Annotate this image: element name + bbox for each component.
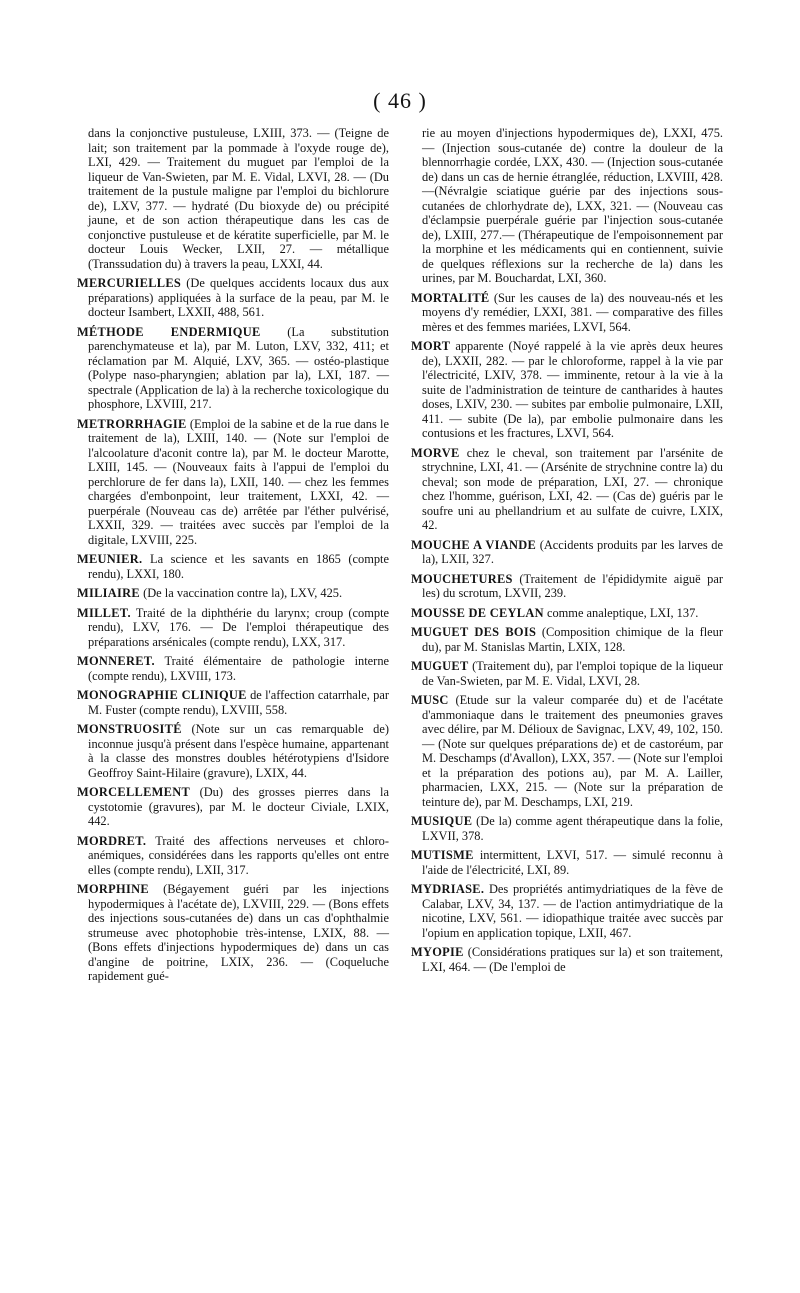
- index-entry: [411, 126, 723, 286]
- index-entry: [77, 126, 389, 271]
- entry-headword: MORTALITÉ: [411, 290, 490, 305]
- left-column: [77, 126, 389, 989]
- entry-headword: MOUSSE DE CEYLAN: [411, 605, 544, 620]
- entry-text: (Composition chimique de la fleur du), par M. Stanislas Martin, LXIX, 128.: [422, 625, 723, 654]
- entry-text: Traité des affections nerveuses et chloro-anémiques, considérées dans les rapports qu'elles ont entre elles (compte rendu), LXII, 317.: [88, 833, 389, 877]
- entry-text: rie au moyen d'injections hypodermiques de), LXXI, 475. — (Injection sous-cutanée de) contre la douleur de la blennorrhagie cordée, LXX, 430. — (Injection sous-cutanée de) dans un cas de hernie étranglée, réduction, LXVIII, 428.—(Névralgie sciatique guérie par des injections sous-cutanées de chlorhydrate de), LXX, 321. — (Nouveau cas d'éclampsie puerpérale guérie par l'injection sous-cutanée de), LXIII, 277.— (Thérapeutique de l'empoisonnement par la morphine et les médicaments qui en contiennent, suivie de quelques réflexions sur la recherche de la) dans les urines, par M. Bouchardat, LXI, 360.: [422, 126, 723, 285]
- entry-text: (Emploi de la sabine et de la rue dans le traitement de la), LXIII, 140. — (Note sur l'emploi de l'alcoolature d'aconit contre la), par M. le docteur Marotte, LXIII, 145. — (Nouveaux faits à l'appui de l'emploi du perchlorure de fer dans la), LXII, 140. — chez les femmes chargées d'embonpoint, leur traitement, LXXI, 42. — puerpérale (Nouveau cas de) arrêtée par l'éther pulvérisé, LXXII, 329. — traitées avec succès par l'emploi de la digitale, LXVIII, 225.: [88, 416, 389, 547]
- entry-headword: MÉTHODE ENDERMIQUE: [77, 324, 261, 339]
- entry-text: (Bégayement guéri par les injections hypodermiques à l'acétate de), LXVIII, 229. — (Bons effets des injections sous-cutanées de) dans un cas d'ophthalmie strumeuse avec photophobie très-intense, LXIX, 88. — (Bons effets d'injections hypodermiques de) dans un cas d'angine de poitrine, LXIX, 236. — (Coqueluche rapidement gué-: [88, 882, 389, 983]
- entry-headword: MUTISME: [411, 848, 474, 862]
- index-entry: [77, 417, 389, 548]
- index-entry: [411, 291, 723, 335]
- index-entry: [411, 538, 723, 567]
- index-entry: [411, 446, 723, 533]
- entry-headword: MOUCHE A VIANDE: [411, 537, 537, 552]
- index-entry: [411, 945, 723, 974]
- entry-headword: MERCURIELLES: [77, 276, 182, 290]
- entry-headword: MORVE: [411, 445, 460, 460]
- entry-text: (Etude sur la valeur comparée du) et de l'acétate d'ammoniaque dans le traitement des pneumonies graves avec délire, par M. Délioux de Savignac, LXV, 49, 102, 150. — (Note sur quelques préparations de) et de castoréum, par M. Deschamps (d'Avallon), LXX, 357. — (Note sur l'emploi et la préparation des potions au), par M. A. Lailler, pharmacien, LXX, 215. — (Note sur la préparation de teinture de), par M. Deschamps, LXI, 219.: [422, 693, 723, 809]
- entry-text: (Traitement du), par l'emploi topique de la liqueur de Van-Swieten, par M. E. Vidal, LXVI, 28.: [422, 659, 723, 688]
- entry-text: apparente (Noyé rappelé à la vie après deux heures de), LXXII, 282. — par le chloroforme, rappel à la vie par l'électricité, LXIV, 378. — imminente, retour à la vie à la suite de l'administration de teinture de cantharides à hautes doses, LXIV, 230. — subites par embolie pulmonaire, LXII, 411. — subite (De la), par embolie pulmonaire dans les contusions et les fractures, LXVI, 564.: [422, 339, 723, 440]
- entry-headword: MORCELLEMENT: [77, 785, 191, 799]
- entry-text: (Du) des grosses pierres dans la cystotomie (gravures), par M. le docteur Civiale, LXIX, 442.: [88, 785, 389, 828]
- index-entry: [77, 606, 389, 650]
- entry-text: (De la vaccination contre la), LXV, 425.: [143, 586, 343, 600]
- index-entry: [77, 688, 389, 717]
- entry-text: Traité de la diphthérie du larynx; croup (compte rendu), LXV, 176. — De l'emploi thérapeutique des préparations arsénicales (compte rendu), LXX, 317.: [88, 605, 390, 649]
- entry-headword: MORT: [411, 339, 451, 353]
- index-entry: [411, 882, 723, 940]
- entry-text: (Accidents produits par les larves de la), LXII, 327.: [422, 537, 723, 566]
- entry-text: Traité élémentaire de pathologie interne (compte rendu), LXVIII, 173.: [88, 654, 390, 683]
- index-entry: [411, 339, 723, 441]
- index-entry: [411, 625, 723, 654]
- index-entry: [77, 552, 389, 581]
- index-entry: [411, 848, 723, 877]
- right-column: [411, 126, 723, 979]
- index-entry: [411, 659, 723, 688]
- entry-headword: MYOPIE: [411, 945, 464, 959]
- entry-headword: MORPHINE: [77, 882, 149, 896]
- index-entry: [77, 325, 389, 412]
- entry-headword: MUGUET DES BOIS: [411, 625, 537, 639]
- index-entry: [411, 606, 723, 621]
- index-entry: [411, 693, 723, 809]
- entry-text: de l'affection catarrhale, par M. Fuster (compte rendu), LXVIII, 558.: [88, 688, 389, 717]
- entry-headword: MYDRIASE.: [411, 882, 485, 896]
- entry-text: (De quelques accidents locaux dus aux préparations) appliquées à la surface de la peau, par M. le docteur Isambert, LXXII, 488, 561.: [88, 276, 389, 319]
- entry-headword: MUSC: [411, 693, 449, 707]
- index-entry: [77, 276, 389, 320]
- entry-text: (Traitement de l'épididymite aiguë par les) du scrotum, LXVII, 239.: [422, 571, 723, 600]
- index-entry: [77, 785, 389, 829]
- index-entry: [411, 814, 723, 843]
- entry-text: dans la conjonctive pustuleuse, LXIII, 373. — (Teigne de lait; son traitement par la pommade à l'oxyde rouge de), LXI, 429. — Traitement du muguet par l'emploi de la liqueur de Van-Swieten, par M. E. Vidal, LXVI, 28. — (Du traitement de la pustule maligne par l'emploi du bichlorure de), LXV, 377. — hydraté (Du bioxyde de) ou précipité jaune, et de son action thérapeutique dans les cas de conjonctive pustuleuse et de kératite superficielle, par M. le docteur Louis Wecker, LXII, 27. — métallique (Transsudation du) à travers la peau, LXXI, 44.: [88, 126, 389, 271]
- entry-text: comme analeptique, LXI, 137.: [546, 605, 699, 620]
- entry-text: (Note sur un cas remarquable de) inconnue jusqu'à présent dans l'espèce humaine, appartenant à la classe des monstres doubles hétérotypiens d'Isidore Geoffroy Saint-Hilaire (gravure), LXIX, 44.: [88, 722, 389, 780]
- entry-text: intermittent, LXVI, 517. — simulé reconnu à l'aide de l'électricité, LXI, 89.: [422, 848, 723, 877]
- entry-text: (Sur les causes de la) des nouveau-nés et les moyens d'y remédier, LXXI, 381. — comparative des filles mères et des femmes mariées, LXVI, 564.: [422, 290, 723, 334]
- entry-headword: MUSIQUE: [411, 814, 473, 828]
- entry-headword: MONOGRAPHIE CLINIQUE: [77, 688, 247, 702]
- entry-headword: METRORRHAGIE: [77, 416, 187, 431]
- entry-text: La science et les savants en 1865 (compte rendu), LXXI, 180.: [88, 552, 389, 581]
- entry-headword: MORDRET.: [77, 833, 147, 848]
- index-entry: [77, 586, 389, 601]
- entry-headword: MOUCHETURES: [411, 571, 513, 586]
- entry-text: (De la) comme agent thérapeutique dans la folie, LXVII, 378.: [422, 814, 723, 843]
- entry-text: (Considérations pratiques sur la) et son traitement, LXI, 464. — (De l'emploi de: [422, 945, 723, 974]
- entry-headword: MEUNIER.: [77, 552, 143, 566]
- entry-headword: MUGUET: [411, 659, 469, 673]
- entry-text: (La substitution parenchymateuse et la), par M. Luton, LXV, 332, 411; et réclamation par M. Alquié, LXV, 365. — ostéo-plastique (Polype naso-pharyngien; ablation par la), LXI, 187. — spectrale (Application de la) à la recherche toxicologique du phosphore, LXVIII, 217.: [88, 324, 389, 411]
- index-entry: [77, 834, 389, 878]
- index-entry: [77, 654, 389, 683]
- entry-headword: MONNERET.: [77, 654, 155, 668]
- index-entry: [411, 572, 723, 601]
- index-entry: [77, 722, 389, 780]
- page-number: ( 46 ): [373, 88, 427, 113]
- entry-text: chez le cheval, son traitement par l'arsénite de strychnine, LXI, 41. — (Arsénite de strychnine contre la) du cheval; son mode de préparation, LXI, 27. — chronique chez l'homme, guérison, LXI, 42. — (Cas de) guéris par le soufre uni au phellandrium et au sulfate de cuivre, LXIX, 42.: [422, 445, 723, 532]
- index-entry: [77, 882, 389, 984]
- entry-headword: MILIAIRE: [77, 586, 140, 600]
- entry-headword: MILLET.: [77, 605, 131, 620]
- entry-text: Des propriétés antimydriatiques de la fève de Calabar, LXV, 34, 137. — de l'action antimydriatique de la nicotine, LXV, 561. — idiopathique traitée avec succès par l'opium en application topique, LXII, 467.: [422, 882, 723, 940]
- entry-headword: MONSTRUOSITÉ: [77, 722, 182, 736]
